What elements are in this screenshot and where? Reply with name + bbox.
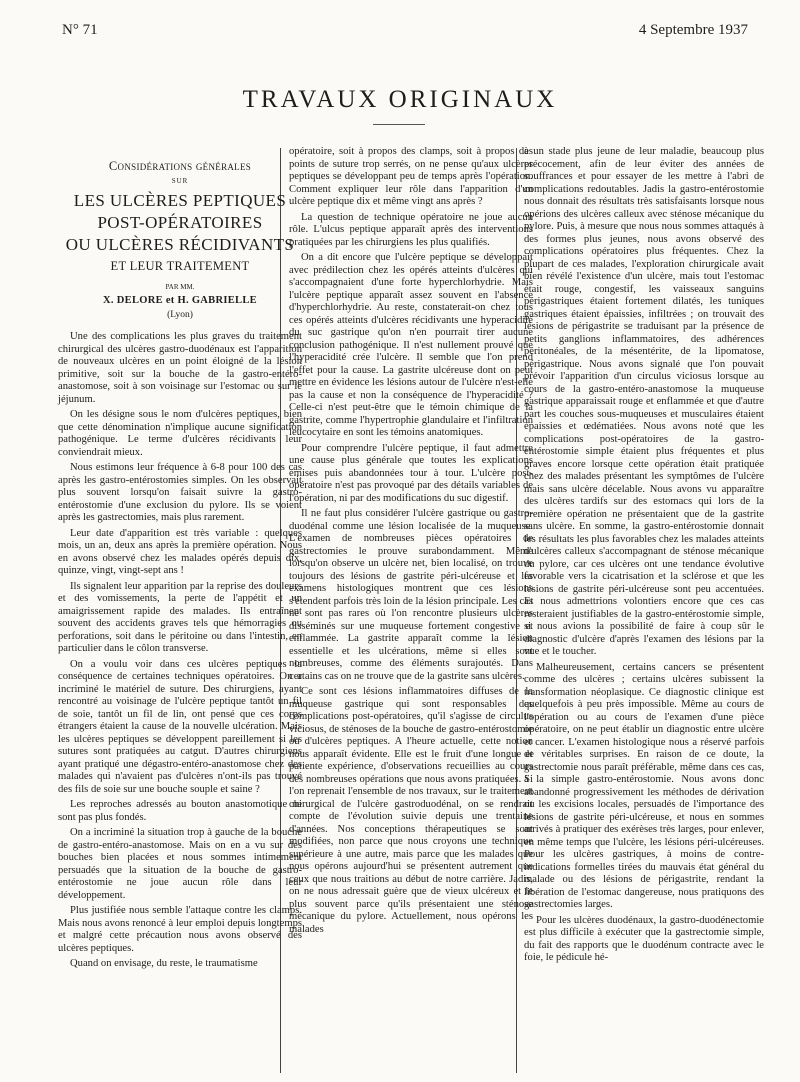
column-2 [289,146,533,939]
paragraph: Les reproches adressés au bouton anastomotique ne sont pas plus fondés. [58,799,302,823]
article-title-line: POST-OPÉRATOIRES [97,213,263,232]
article-affiliation: (Lyon) [167,309,193,320]
paragraph: Malheureusement, certains cancers se présentent comme des ulcères ; certains ulcères subissent la transformation néoplasique. Ce diagnostic clinique est quelquefois à peu près impossible. Même au cours de l'opération ou au cours de l'examen d'une pièce opératoire, on ne peut établir un diagnostic entre ulcère et cancer. L'examen histologique nous a réservé parfois de véritables surprises. En raison de ce doute, la gastrectomie nous paraît préférable, même dans ces cas, à la simple gastro-entérostomie. Nous avons donc abandonné progressivement les méthodes de dérivation ou les excisions locales, persuadés de l'importance des lésions de gastrite péri-ulcéreuse, et nous en sommes arrivés à pratiquer des exérèses très larges, pour enlever, en même temps que l'ulcère, les lésions péri-ulcéreuses. Pour les ulcères gastriques, à moins de contre-indications formelles tirées du mauvais état général du malade ou des lésions de périgastrite, rendant la libération de l'estomac dangereuse, nous pratiquons des gastrectomies larges. [524,661,764,910]
article-title-line: OU ULCÈRES RÉCIDIVANTS [65,235,295,254]
column-3-body [524,146,764,965]
paragraph: On a voulu voir dans ces ulcères peptiques la conséquence de certaines techniques opératoires. On a incriminé le matériel de suture. Des chirurgiens, ayant rencontré au voisinage de l'ulcère peptique tantôt un fil de soie, tantôt un fil de lin, ont pensé que ces corps étrangers étaient la cause de la nouvelle ulcération. Mais les ulcères peptiques se développent pareillement si les sutures sont pratiquées au catgut. D'autres chirurgiens ayant pratiqué une dégastro-entéro-anastomose chez des malades qui n'avaient pas d'ulcères n'ont-ils pas trouvé des fils de soie sur une bouche souple et saine ? [58,658,302,795]
paragraph: La question de technique opératoire ne joue aucun rôle. L'ulcus peptique apparaît après des interventions pratiquées par les chirurgiens les plus qualifiés. [289,211,533,248]
paragraph: On les désigne sous le nom d'ulcères peptiques, bien que cette dénomination n'implique aucune signification pathogénique. Le terme d'ulcères récidivants leur conviendrait mieux. [58,409,302,458]
paragraph: opératoire, soit à propos des clamps, soit à propos des points de suture trop serrés, on ne pense qu'aux ulcères peptiques se développant peu de temps après l'opération. Comment expliquer leur rôle dans l'apparition d'un ulcère peptique dix et même vingt ans après ? [289,146,533,207]
paragraph: Nous estimons leur fréquence à 6-8 pour 100 des cas après les gastro-entérostomies simples. On les observait plus souvent lorsqu'on faisait suivre la gastro-entérostomie d'une exclusion du pylore. Ils se voient après les gastrectomies, mais plus rarement. [58,462,302,523]
issue-number: N° 71 [62,22,98,38]
paragraph: Plus justifiée nous semble l'attaque contre les clamps. Mais nous avons renoncé à leur emploi depuis longtemps et malgré cette précaution nous avons observé des ulcères peptiques. [58,905,302,954]
column-2-body [289,146,533,936]
paragraph: Pour comprendre l'ulcère peptique, il faut admettre une cause plus générale que toutes les explications émises puis abandonnées tour à tour. L'ulcère post-opératoire n'est pas provoqué par des détails variables de l'opération, ni par des modifications du suc digestif. [289,442,533,504]
article-sur: SUR [171,176,189,185]
paragraph: Il ne faut plus considérer l'ulcère gastrique ou gastro-duodénal comme une lésion localisée de la muqueuse. L'examen de nombreuses pièces opératoires de gastrectomies le prouve surabondamment. Même lorsqu'on observe un ulcère net, bien localisé, on trouve toujours des lésions de gastrite péri-ulcéreuse et les examens histologiques montrent que ces lésions s'étendent parfois très loin de la lésion principale. Les cas ne sont pas rares où l'on rencontre plusieurs ulcères disséminés sur une muqueuse fortement congestive et enflammée. La gastrite apparaît comme la lésion essentielle et les ulcérations, même si elles sont nombreuses, comme des éléments surajoutés. Dans certains cas on ne trouve que de la gastrite sans ulcères. [289,508,533,682]
paragraph: Pour les ulcères duodénaux, la gastro-duodénectomie est plus difficile à exécuter que la gastrectomie simple, du fait des rapports que le duodénum contracte avec le foie, le pédicule hé- [524,914,764,963]
paragraph: Quand on envisage, du reste, le traumatisme [70,958,258,969]
paragraph: Ce sont ces lésions inflammatoires diffuses de la muqueuse gastrique qui sont responsables des complications post-opératoires, qu'il s'agisse de circulus viciosus, de sténoses de la bouche de gastro-entérostomie ou d'ulcères peptiques. A l'heure actuelle, cette notion nous apparaît évidente. Elle est le fruit d'une longue et patiente expérience, d'observations recueillies au cours des nombreuses opérations que nous avons pratiquées. Si l'on reprenait l'ensemble de nos travaux, sur le traitement chirurgical de l'ulcère gastroduodénal, on se rendrait compte de l'évolution suivie depuis une trentaine d'années. Nos conceptions thérapeutiques se sont modifiées, non parce que nous croyons une technique supérieure à une autre, mais parce que les malades que nous opérons aujourd'hui se présentent autrement que ceux que nous traitions au début de notre carrière. Jadis, on ne nous adressait guère que de vieux ulcéreux et le plus souvent parce qu'ils présentaient une sténose mécanique du pylore. Actuellement, nous opérons les malades [289,686,533,935]
article-subtitle: ET LEUR TRAITEMENT [110,259,250,273]
paragraph: à un stade plus jeune de leur maladie, beaucoup plus précocement, afin de leur éviter des années de souffrances et pour essayer de les mettre à l'abri de complications redoutables. Jadis la gastro-entérostomie nous donnait des résultats très satisfaisants lorsque nous opérions des ulcères calleux avec sténose mécanique du pylore. Puis, à mesure que nous nous sommes attaqués à des formes plus jeunes, nous avons observé des complications opératoires plus fréquentes. Chez la plupart de ces malades, l'exploration chirurgicale avait bien révélé l'existence d'un ulcère, mais tout l'estomac était rouge, congestif, les vaisseaux sanguins périgastriques étaient fortement dilatés, les tuniques gastriques étaient épaissies, infiltrées ; on trouvait des lésions de périgastrite se traduisant par la présence de petits ganglions inflammatoires, des adhérences péritonéales, de la mésentérite, de la lipomatose, périgastrique. Nous avons signalé que l'on pouvait prévoir l'apparition d'un circulus viciosus lorsque au cours de la gastro-entéro-anastomose la muqueuse gastrique apparaissait rouge et enflammée et que d'autre part les couches sous-muqueuses et musculaires étaient épaissies et œdématiées. Nous avons noté que les complications post-opératoires de la gastro-entérostomie simple étaient plus fréquentes et plus graves encore lorsque cette opération était pratiquée chez des malades présentant les symptômes de l'ulcère mais sans ulcère décelable. Nous avons vu apparaître des ulcères tardifs sur des estomacs qui lors de la première opération ne présentaient que de la gastrite sans ulcère. En somme, la gastro-entérostomie donnait les résultats les plus favorables chez les malades atteints d'ulcères calleux s'accompagnant de sténose mécanique du pylore, car ces ulcères ont une tendance évolutive favorable vers la cicatrisation et la sclérose et que les lésions de gastrite péri-ulcéreuse sont peu accentuées. Et nous admettrions volontiers encore que ces cas resteraient justifiables de la gastro-entérostomie simple, si nous avions la possibilité de faire à coup sûr le diagnostic d'ulcère d'après l'examen des lésions par la vue et le toucher. [524,146,764,657]
paragraph: On a incriminé la situation trop à gauche de la bouche de gastro-entéro-anastomose. Mais on en a vu sur des bouches bien placées et nous sommes intimement persuadés que la situation de la bouche de gastro-entérostomie ne joue aucun rôle dans leur développement. [58,827,302,901]
section-title: TRAVAUX ORIGINAUX [242,86,558,113]
title-divider [373,124,425,125]
paragraph: Une des complications les plus graves du traitement chirurgical des ulcères gastro-duodénaux est l'apparition de nouveaux ulcères en un point éloigné de la lésion primitive, soit sur la bouche de la gastro-entéro-anastomose, soit à son voisinage sur l'estomac ou sur le jéjunum. [58,331,302,405]
article-title-line: LES ULCÈRES PEPTIQUES [73,191,287,210]
paragraph: Leur date d'apparition est très variable : quelques mois, un an, deux ans après la première opération. Nous en avons observé chez les malades opérés depuis dix, quinze, vingt, vingt-sept ans ! [58,527,302,576]
paragraph: Ils signalent leur apparition par la reprise des douleurs et des vomissements, la perte de l'appétit et un amaigrissement rapide des malades. Ils entraînent souvent des accidents graves tels que hémorragies ou perforations, soit dans le péritoine ou dans l'intestin, en particulier dans le côlon transverse. [58,580,302,654]
issue-date: 4 Septembre 1937 [638,22,748,38]
column-3 [524,146,764,968]
article-pretitle: Considérations générales [108,159,252,173]
article-par: PAR MM. [165,282,195,291]
article-header [58,160,302,321]
paragraph: On a dit encore que l'ulcère peptique se développait avec prédilection chez les opérés atteints d'ulcères qui s'accompagnaient d'une forte hyperchlorhydrie. Mais l'ulcère peptique apparaît assez souvent en l'absence d'hyperchlorhydrie. Au reste, constaterait-on chez tous ces opérés atteints d'ulcères récidivants une hyperacidité du suc gastrique qu'on n'en pourrait tirer aucune conclusion pathogénique. Il n'est nullement prouvé que l'hyperacidité crée l'ulcère. Il semble que l'on prend l'effet pour la cause. La gastrite ulcéreuse dont on peut mettre en évidence les lésions autour de l'ulcère n'est-elle pas la cause et non la conséquence de l'hyperacidité ? Celle-ci n'est peut-être que le témoin chimique de la gastrite, comme l'hypertrophie glandulaire et l'infiltration leucocytaire en sont les témoins anatomiques. [289,252,533,438]
column-1 [58,160,302,974]
article-authors: X. DELORE et H. GABRIELLE [103,295,257,306]
column-1-body [58,331,302,971]
